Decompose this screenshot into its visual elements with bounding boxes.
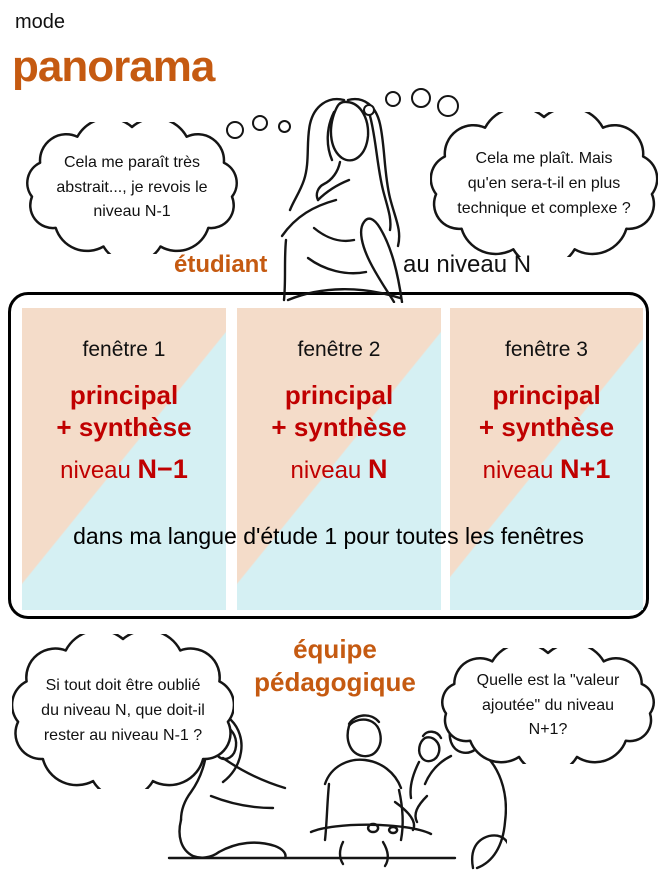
panel-footer-note: dans ma langue d'étude 1 pour toutes les fenêtres (73, 523, 584, 549)
team-left-thought-bubble (12, 634, 234, 789)
man-torso-right (399, 790, 403, 840)
student-left-thought-bubble (26, 122, 238, 254)
window-title: fenêtre 1 (82, 338, 166, 361)
thought-dot (363, 104, 375, 116)
student-back (284, 240, 286, 300)
student-fold-1 (314, 228, 354, 241)
window-title: fenêtre 3 (505, 338, 588, 361)
man-shoulders (325, 760, 401, 788)
window-title: fenêtre 2 (297, 338, 381, 361)
level-prefix: niveau (290, 457, 362, 484)
person4-back (477, 750, 506, 868)
student-fold-2 (308, 258, 366, 273)
student-shoulder (282, 200, 336, 236)
student-hair-right-inner (370, 116, 390, 230)
thought-dot (278, 120, 291, 133)
window-level (450, 454, 643, 485)
window-content-line1: principal (69, 380, 179, 410)
team-left-bubble-text: Si tout doit être oublié du niveau N, que doit-il rester au niveau N-1 ? (41, 677, 205, 744)
woman-arm (211, 796, 273, 808)
thought-dot (252, 115, 268, 131)
page-title: panorama (12, 42, 215, 91)
level-prefix: niveau (60, 457, 131, 484)
level-value: N (367, 454, 388, 484)
thought-dot (385, 91, 401, 107)
student-right-bubble-text: Cela me plaît. Mais qu'en sera-t-il en plus technique et complexe ? (457, 150, 631, 217)
window-level (22, 454, 226, 485)
person3-body (410, 762, 419, 798)
student-level-label: au niveau N (403, 251, 532, 278)
thought-dot (411, 88, 431, 108)
window-content-line2: + synthèse (271, 412, 407, 442)
student-left-bubble-text: Cela me paraît très abstrait..., je revois le niveau N-1 (56, 153, 208, 221)
windows-panel (8, 292, 649, 619)
team-right-bubble-text: Quelle est la "valeur ajoutée" du niveau N+1? (476, 671, 620, 739)
level-prefix: niveau (482, 457, 554, 484)
window-fenetre-1 (22, 308, 226, 610)
man-leg-right (383, 842, 388, 866)
woman-leg (219, 843, 286, 858)
man-face (348, 720, 381, 757)
window-level (237, 454, 441, 485)
student-label: étudiant (174, 251, 268, 278)
window-content-line1: principal (492, 380, 601, 410)
table-cup-2 (389, 827, 397, 833)
window-content-line2: + synthèse (478, 412, 615, 442)
student-drape (288, 289, 400, 300)
window-fenetre-3 (450, 308, 643, 610)
man-leg-left (340, 842, 343, 864)
team-label (240, 633, 430, 698)
student-right-thought-bubble (430, 112, 658, 257)
mode-label: mode (15, 11, 66, 33)
person3-head (419, 737, 439, 761)
man-torso-left (325, 784, 329, 840)
team-label-line2: pédagogique (254, 666, 416, 697)
window-content-line2: + synthèse (56, 412, 192, 442)
window-content-line1: principal (284, 380, 394, 410)
level-value: N+1 (560, 454, 611, 484)
person4-arm (415, 796, 427, 822)
team-label-line1: équipe (293, 634, 377, 664)
team-right-thought-bubble (440, 648, 656, 764)
window-fenetre-2 (237, 308, 441, 610)
woman-body (180, 820, 220, 858)
level-value: N−1 (137, 454, 188, 484)
student-hand-chin (317, 162, 340, 200)
student-arm (318, 180, 349, 200)
